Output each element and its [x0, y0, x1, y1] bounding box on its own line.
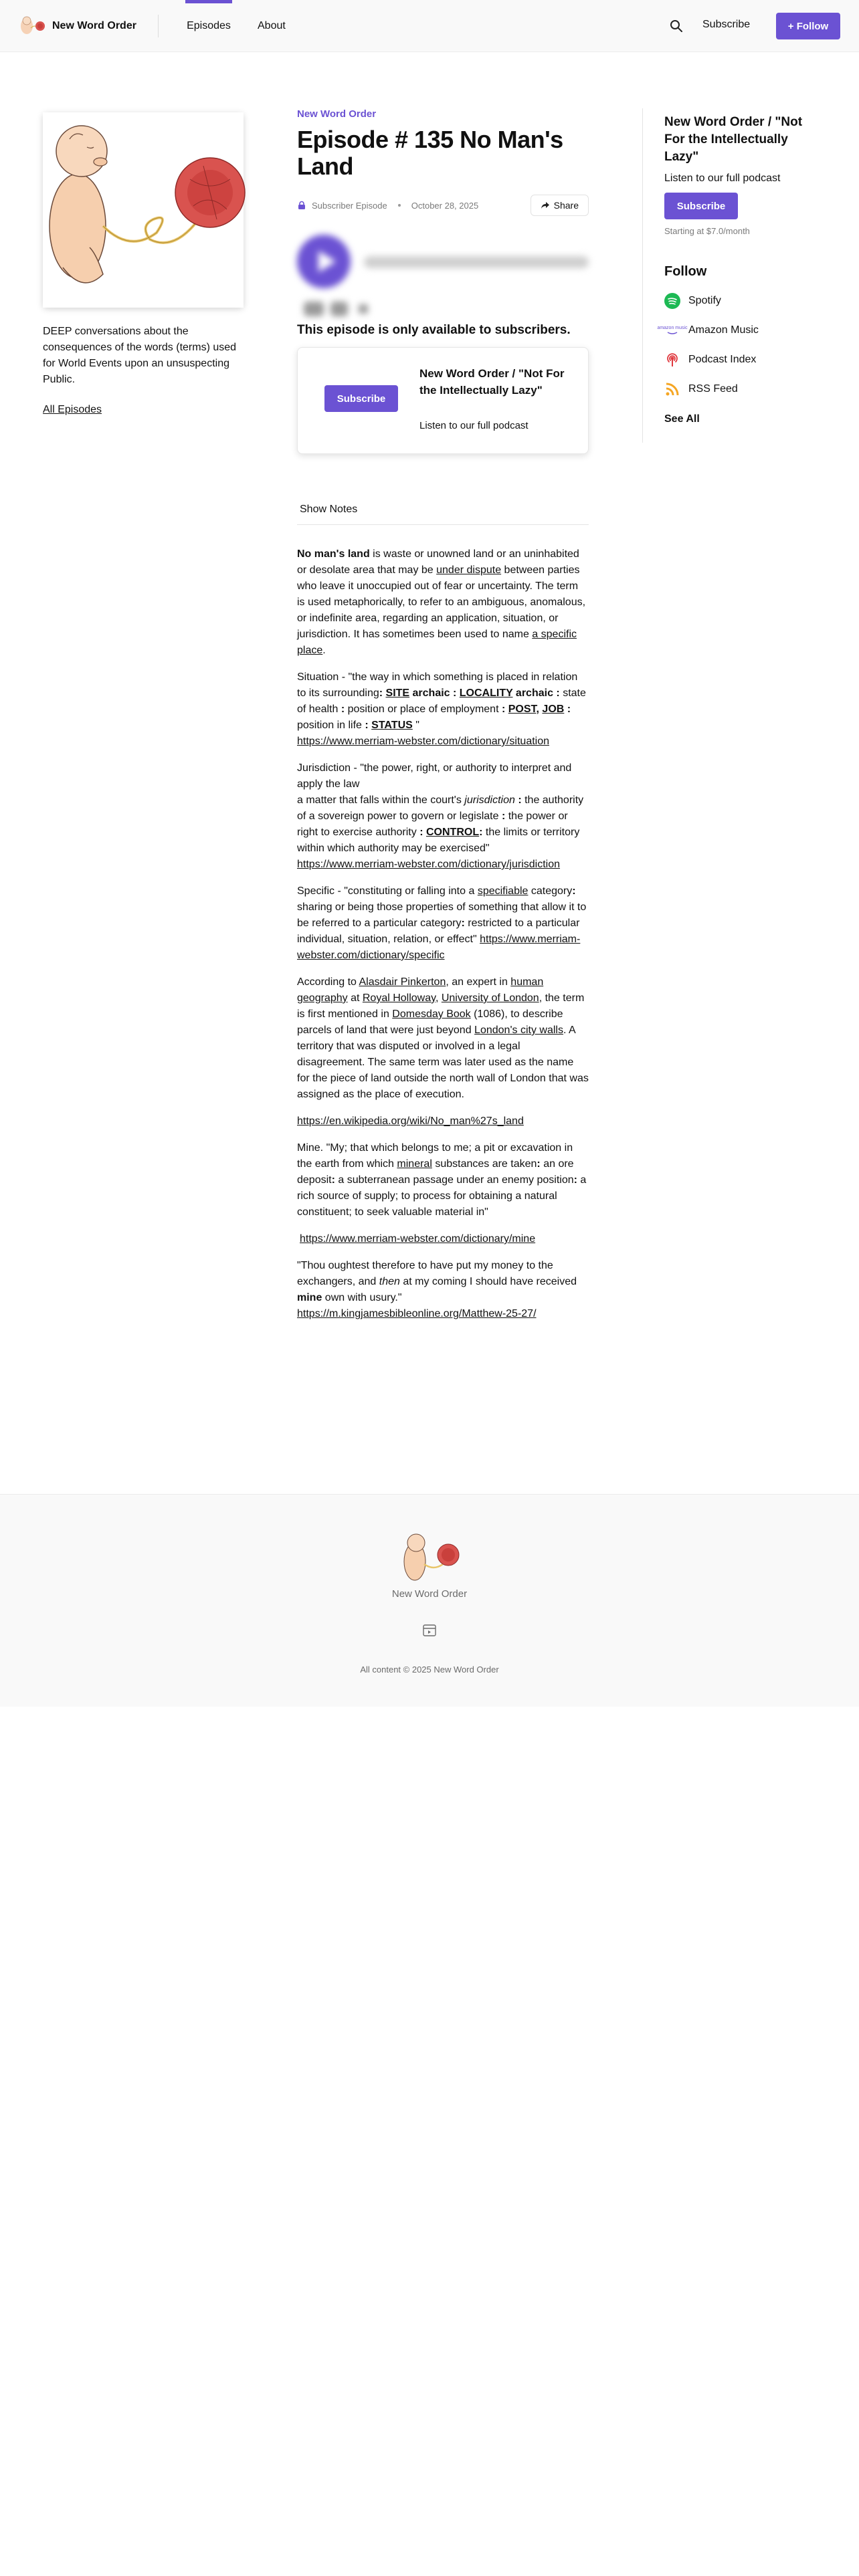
note-text: sharing or being those properties of something that allow it to be referred to a particular category [297, 901, 587, 929]
note-text: , the term is first mentioned in [297, 992, 585, 1020]
note-italic: jurisdiction [464, 794, 515, 806]
amazon-music-icon [657, 322, 688, 338]
note-link[interactable]: Domesday Book [392, 1008, 471, 1020]
note-paragraph [297, 760, 589, 873]
note-paragraph [297, 883, 589, 964]
note-link[interactable]: London's city walls [474, 1025, 563, 1036]
note-text: . A territory that was disputed or involved in a legal disagreement. The same term was later used as the name for the piece of land outside the north wall of London that was assigned as the place of execution. [297, 1025, 589, 1100]
meta-separator [398, 204, 401, 207]
note-text: at [347, 992, 363, 1004]
note-text: " [412, 720, 419, 731]
note-text: According to [297, 976, 359, 988]
note-text: Specific - "constituting or falling into a [297, 885, 478, 897]
spotify-icon [664, 293, 680, 309]
brand-name: New Word Order [52, 20, 136, 31]
rss-icon [664, 381, 680, 397]
note-text: Mine. "My; that which belongs to me; a pit or excavation in the earth from which [297, 1142, 573, 1170]
note-bold: : [365, 720, 372, 731]
note-bold: : [501, 704, 508, 715]
note-text: an ore deposit [297, 1158, 574, 1186]
note-text: , [435, 992, 442, 1004]
sidebar-subtitle: Listen to our full podcast [664, 173, 781, 184]
note-text: the authority of a sovereign power to govern or legislate [297, 794, 584, 822]
see-all-link[interactable]: See All [664, 413, 700, 425]
note-text: position in life [297, 720, 365, 731]
episode-main [297, 108, 589, 1333]
header-follow-button[interactable]: + Follow [776, 13, 840, 39]
note-bold: No man's land [297, 548, 370, 560]
note-text: state of health [297, 687, 586, 715]
note-paragraph [297, 1140, 589, 1220]
note-text: Jurisdiction - "the power, right, or authority to interpret and apply the law [297, 762, 572, 790]
note-url-link[interactable]: https://www.merriam-webster.com/dictionary/specific [297, 934, 581, 961]
note-text: at my coming I should have received [399, 1276, 577, 1287]
note-paragraph [297, 1113, 589, 1130]
note-text: own with usury." [322, 1292, 402, 1303]
note-paragraph [297, 1231, 589, 1247]
nav-episodes-tab[interactable]: Episodes [185, 0, 232, 52]
note-bold: mine [297, 1292, 322, 1303]
note-bold: : [564, 704, 571, 715]
note-text: "Thou oughtest therefore to have put my money to the exchangers, and [297, 1260, 553, 1287]
note-link[interactable]: POST [508, 704, 537, 715]
follow-link-label: Podcast Index [688, 354, 757, 365]
blurred-audio-player [297, 235, 589, 322]
right-sidebar [642, 108, 823, 443]
footer-logo-icon[interactable] [399, 1532, 460, 1586]
note-link[interactable]: Royal Holloway [362, 992, 436, 1004]
note-bold: : [461, 918, 468, 929]
note-bold: archaic : [409, 687, 460, 699]
note-bold: : [419, 827, 426, 838]
forward-icon [330, 302, 348, 316]
header-divider [158, 15, 159, 37]
note-text: Situation - "the way in which something is placed in relation to its surrounding [297, 671, 578, 699]
note-text: is waste or unowned land or an uninhabited or desolate area that may be [297, 548, 579, 576]
tab-show-notes[interactable] [297, 502, 589, 525]
share-icon [541, 201, 550, 209]
follow-spotify-link[interactable] [664, 293, 823, 309]
note-url-link[interactable]: https://www.merriam-webster.com/dictionary/mine [300, 1233, 536, 1245]
note-paragraph [297, 546, 589, 659]
note-text: category [528, 885, 573, 897]
card-subscribe-button[interactable]: Subscribe [324, 385, 398, 412]
note-text: substances are taken [432, 1158, 537, 1170]
rewind-icon [304, 302, 324, 316]
note-bold: : [379, 687, 386, 699]
nav-about-tab[interactable]: About [258, 20, 286, 31]
follow-podcast-index-link[interactable] [664, 352, 823, 368]
locked-message: This episode is only available to subscribers. [297, 323, 571, 337]
note-link[interactable]: under dispute [436, 564, 502, 576]
note-link[interactable]: JOB [542, 704, 565, 715]
note-text: . [322, 645, 326, 656]
note-text: a subterranean passage under an enemy position [338, 1174, 574, 1186]
note-text: position or place of employment [347, 704, 502, 715]
note-text: a rich source of supply; to process for obtaining a natural constituent; to seek valuable material in" [297, 1174, 587, 1218]
site-footer [0, 1494, 859, 1707]
note-bold: archaic : [512, 687, 563, 699]
note-text: between parties who leave it unoccupied out of fear or uncertainty. The term is used metaphorically, to refer to an ambiguous, anomalous, or indefinite area, regarding an application, situation, or jurisdiction. It has sometimes been used to name [297, 564, 586, 640]
footer-copyright: All content © 2025 New Word Order [360, 1665, 499, 1675]
podcast-logo-icon [19, 15, 45, 37]
amazon-icon-text: amazon music [657, 326, 688, 330]
note-link[interactable]: human geography [297, 976, 544, 1004]
sidebar-podcast-title: New Word Order / "Not For the Intellectually Lazy" [664, 115, 803, 164]
note-link[interactable]: SITE [385, 687, 410, 699]
note-bold: : [341, 704, 348, 715]
note-bold: : [501, 811, 508, 822]
note-link[interactable]: a specific place [297, 629, 577, 656]
share-button[interactable] [531, 195, 589, 216]
note-link[interactable]: Alasdair Pinkerton [359, 976, 446, 988]
show-name-link[interactable]: New Word Order [297, 108, 377, 120]
cover-illustration [43, 112, 244, 308]
note-text: (1086), to describe parcels of land that were just beyond [297, 1008, 563, 1036]
episode-date: October 28, 2025 [411, 200, 479, 211]
note-text: restricted to a particular individual, situation, relation, or effect" [297, 918, 580, 945]
episode-title: Episode # 135 No Man's Land [297, 126, 563, 180]
note-link[interactable]: CONTROL [425, 827, 480, 838]
note-url-link[interactable]: https://www.merriam-webster.com/dictionary/jurisdiction [297, 859, 561, 870]
follow-rss-link[interactable] [664, 381, 823, 397]
note-text: a matter that falls within the court's [297, 794, 465, 806]
note-bold: : [331, 1174, 339, 1186]
header-subscribe-link[interactable]: Subscribe [702, 19, 751, 30]
note-paragraph [297, 669, 589, 750]
site-header [0, 0, 859, 52]
sidebar-price: Starting at $7.0/month [664, 226, 750, 236]
sidebar-subscribe-button[interactable]: Subscribe [664, 193, 738, 219]
show-notes-body [297, 546, 589, 1322]
note-url-link[interactable]: https://www.merriam-webster.com/dictionary/situation [297, 736, 550, 747]
note-text: the limits or territory within which authority may be exercised" [297, 827, 580, 854]
follow-link-label: RSS Feed [688, 383, 738, 395]
note-text: , an expert in [446, 976, 511, 988]
follow-heading: Follow [664, 264, 707, 279]
subscribe-card [297, 347, 589, 454]
share-label: Share [553, 200, 579, 211]
subscriber-badge: Subscriber Episode [312, 200, 387, 211]
follow-link-label: Amazon Music [688, 324, 759, 336]
note-bold: : [514, 794, 525, 806]
search-icon[interactable] [669, 19, 684, 33]
podcast-description: DEEP conversations about the consequences of the words (terms) used for World Events upon an unsuspecting Public. [43, 326, 237, 385]
all-episodes-link[interactable]: All Episodes [43, 404, 102, 415]
lock-icon [297, 201, 306, 210]
calendar-icon[interactable] [421, 1622, 438, 1638]
speed-icon [359, 304, 368, 314]
note-italic: then [379, 1276, 400, 1287]
note-bold: : [572, 885, 576, 897]
note-bold: : [573, 1174, 581, 1186]
episode-meta [297, 195, 589, 216]
play-icon [297, 235, 351, 288]
note-bold: : [537, 1158, 544, 1170]
note-link[interactable]: STATUS [371, 720, 413, 731]
brand-link[interactable] [19, 15, 136, 37]
note-paragraph [297, 974, 589, 1103]
note-link[interactable]: specifiable [477, 885, 529, 897]
progress-bar [364, 256, 589, 268]
note-url-link[interactable]: https://en.wikipedia.org/wiki/No_man%27s_land [297, 1115, 524, 1127]
note-link[interactable]: University of London [441, 992, 539, 1004]
podcast-index-icon [664, 352, 680, 368]
podcast-cover-art[interactable] [43, 112, 244, 308]
card-title: New Word Order / "Not For the Intellectually Lazy" [419, 367, 565, 397]
tab-show-notes-label: Show Notes [300, 504, 358, 515]
note-bold: , [536, 704, 543, 715]
footer-brand-name: New Word Order [391, 1588, 468, 1600]
note-url-link[interactable]: https://m.kingjamesbibleonline.org/Matthew-25-27/ [297, 1308, 537, 1319]
note-bold: : [479, 827, 486, 838]
note-text: the power or right to exercise authority [297, 811, 568, 838]
follow-amazon-music-link[interactable] [657, 322, 823, 338]
note-link[interactable]: mineral [397, 1158, 432, 1170]
follow-link-label: Spotify [688, 295, 721, 306]
note-link[interactable]: LOCALITY [459, 687, 513, 699]
note-paragraph [297, 1258, 589, 1322]
card-subtitle: Listen to our full podcast [419, 420, 529, 431]
